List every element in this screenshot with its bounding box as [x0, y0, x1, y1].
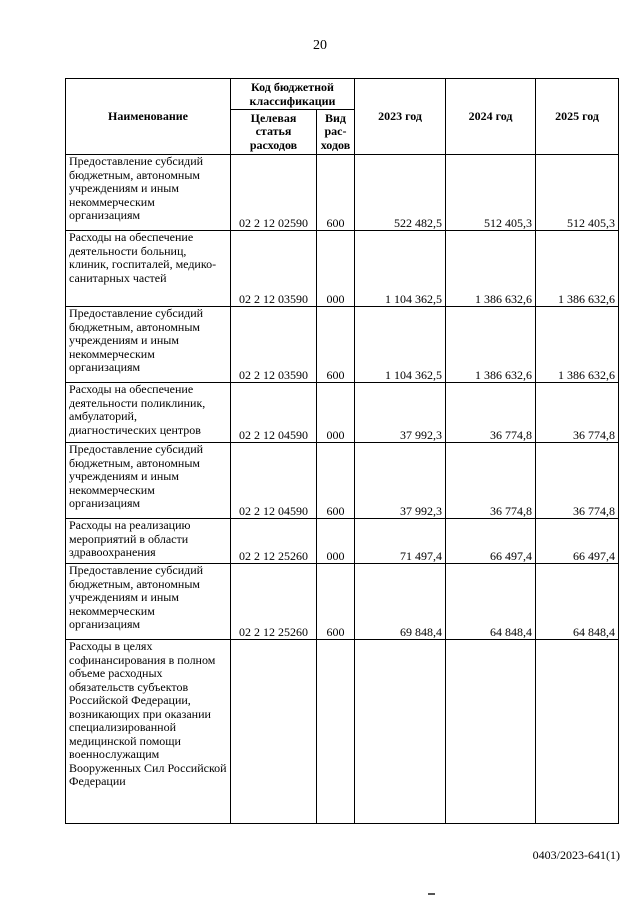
row-value-2025: 64 848,4: [536, 564, 619, 640]
row-expense-type: 600: [317, 155, 355, 231]
row-value-2025: 36 774,8: [536, 383, 619, 443]
row-expense-type: [317, 640, 355, 824]
header-year-2024: 2024 год: [446, 79, 536, 155]
row-value-2023: 69 848,4: [355, 564, 446, 640]
row-value-2024: 1 386 632,6: [446, 307, 536, 383]
row-value-2023: 1 104 362,5: [355, 307, 446, 383]
row-value-2023: [355, 640, 446, 824]
page-number: 20: [313, 38, 327, 53]
header-expense-type: Вид рас-ходов: [317, 110, 355, 155]
row-value-2025: 1 386 632,6: [536, 307, 619, 383]
row-name: Предоставление субсидий бюджетным, автономным учреждениям и иным некоммерческим организациям: [66, 443, 231, 519]
row-target-code: 02 2 12 25260: [231, 519, 317, 564]
row-target-code: [231, 640, 317, 824]
row-value-2023: 71 497,4: [355, 519, 446, 564]
row-expense-type: 000: [317, 231, 355, 307]
budget-table: [65, 78, 619, 824]
row-value-2023: 1 104 362,5: [355, 231, 446, 307]
row-value-2024: [446, 640, 536, 824]
document-code: 0403/2023-641(1): [532, 848, 620, 862]
row-value-2025: 1 386 632,6: [536, 231, 619, 307]
table-row: [66, 519, 619, 564]
row-value-2023: 37 992,3: [355, 383, 446, 443]
header-year-2025: 2025 год: [536, 79, 619, 155]
row-name: Предоставление субсидий бюджетным, автономным учреждениям и иным некоммерческим организациям: [66, 307, 231, 383]
row-target-code: 02 2 12 02590: [231, 155, 317, 231]
table-row: [66, 155, 619, 231]
row-name: Расходы на реализацию мероприятий в области здравоохранения: [66, 519, 231, 564]
row-name: Предоставление субсидий бюджетным, автономным учреждениям и иным некоммерческим организациям: [66, 155, 231, 231]
row-target-code: 02 2 12 04590: [231, 383, 317, 443]
row-target-code: 02 2 12 03590: [231, 307, 317, 383]
scan-artifact: [428, 893, 435, 895]
row-name: Расходы на обеспечение деятельности больниц, клиник, госпиталей, медико-санитарных частей: [66, 231, 231, 307]
row-expense-type: 600: [317, 564, 355, 640]
row-target-code: 02 2 12 03590: [231, 231, 317, 307]
row-expense-type: 000: [317, 383, 355, 443]
row-name: Расходы на обеспечение деятельности поликлиник, амбулаторий, диагностических центров: [66, 383, 231, 443]
table-row: [66, 443, 619, 519]
row-value-2023: 522 482,5: [355, 155, 446, 231]
row-name: Расходы в целях софинансирования в полном объеме расходных обязательств субъектов Российской Федерации, возникающих при оказании специализированной медицинской помощи военнослужащим Вооруженных Сил Российской Федерации: [66, 640, 231, 824]
row-value-2025: [536, 640, 619, 824]
row-value-2023: 37 992,3: [355, 443, 446, 519]
table-row: [66, 231, 619, 307]
row-value-2024: 64 848,4: [446, 564, 536, 640]
row-value-2024: 512 405,3: [446, 155, 536, 231]
row-value-2024: 36 774,8: [446, 443, 536, 519]
row-value-2024: 66 497,4: [446, 519, 536, 564]
row-value-2024: 36 774,8: [446, 383, 536, 443]
row-value-2024: 1 386 632,6: [446, 231, 536, 307]
row-expense-type: 600: [317, 443, 355, 519]
table-row: [66, 640, 619, 824]
header-name: Наименование: [66, 79, 231, 155]
table-row: [66, 307, 619, 383]
header-budget-code: Код бюджетной классификации: [231, 79, 355, 110]
row-value-2025: 66 497,4: [536, 519, 619, 564]
row-value-2025: 512 405,3: [536, 155, 619, 231]
row-target-code: 02 2 12 25260: [231, 564, 317, 640]
row-expense-type: 000: [317, 519, 355, 564]
header-year-2023: 2023 год: [355, 79, 446, 155]
row-expense-type: 600: [317, 307, 355, 383]
row-target-code: 02 2 12 04590: [231, 443, 317, 519]
table-row: [66, 564, 619, 640]
row-name: Предоставление субсидий бюджетным, автономным учреждениям и иным некоммерческим организациям: [66, 564, 231, 640]
header-target-article: Целевая статья расходов: [231, 110, 317, 155]
row-value-2025: 36 774,8: [536, 443, 619, 519]
table-row: [66, 383, 619, 443]
